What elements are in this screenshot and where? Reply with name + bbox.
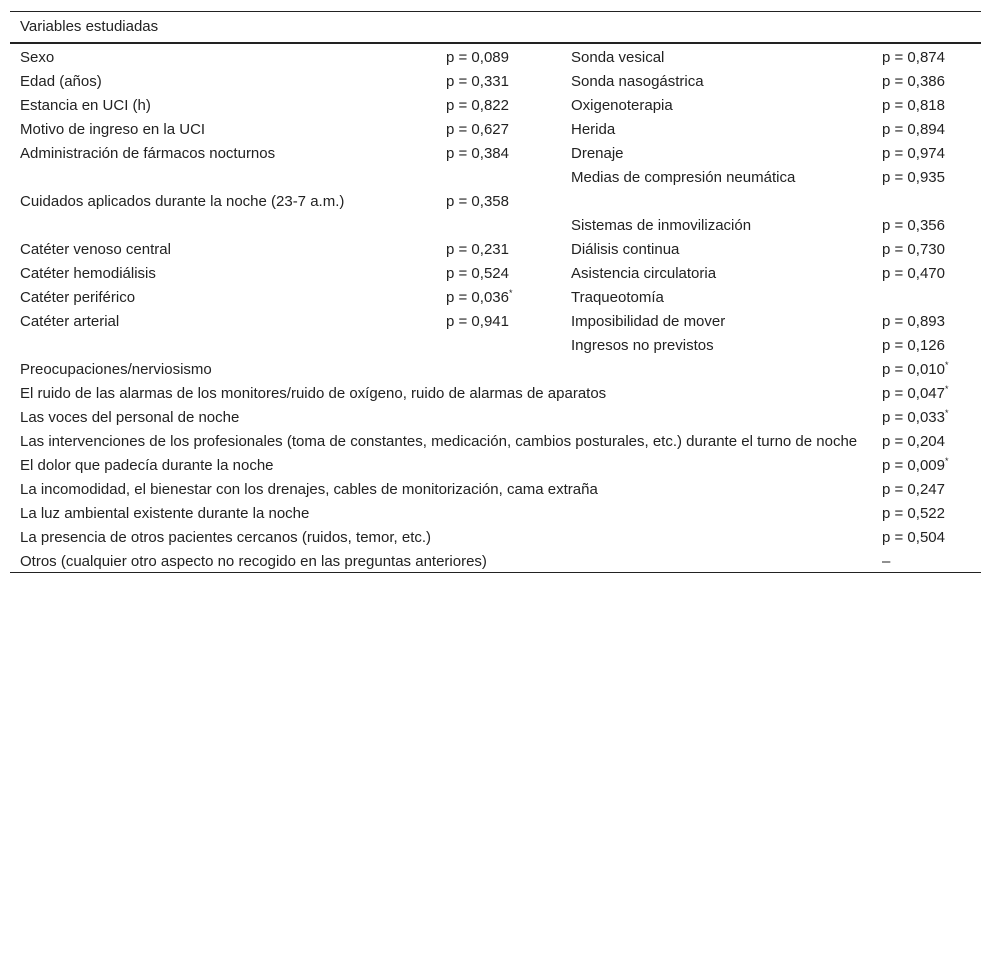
right-p-value (872, 260, 981, 284)
left-p-value-text: p = 0,231 (446, 241, 509, 258)
variable-text: Las voces del personal de noche (20, 409, 240, 426)
right-variable (561, 116, 872, 140)
table-row (10, 476, 981, 500)
right-p-value (872, 308, 981, 332)
right-p-value-text: p = 0,126 (882, 337, 945, 354)
right-p-value-text: p = 0,874 (882, 49, 945, 66)
left-variable (10, 212, 436, 236)
variable-text: La presencia de otros pacientes cercanos (ruidos, temor, etc.) (20, 529, 432, 546)
p-value-text: p = 0,204 (882, 433, 945, 450)
table-row (10, 308, 981, 332)
right-p-value (872, 140, 981, 164)
p-value-text: – (882, 553, 891, 570)
left-variable-text: Catéter arterial (20, 313, 120, 330)
left-p-value (436, 116, 561, 140)
table-row (10, 452, 981, 476)
p-value (872, 476, 981, 500)
p-value-text: p = 0,522 (882, 505, 945, 522)
left-p-value (436, 92, 561, 116)
left-p-value (436, 43, 561, 68)
table-body (10, 43, 981, 573)
left-p-value-text: p = 0,358 (446, 193, 509, 210)
p-value (872, 500, 981, 524)
variable-text: La incomodidad, el bienestar con los drenajes, cables de monitorización, cama extraña (20, 481, 598, 498)
right-variable (561, 212, 872, 236)
p-value-text: p = 0,047 (882, 385, 945, 402)
left-variable (10, 188, 436, 212)
right-variable (561, 92, 872, 116)
variable (10, 380, 872, 404)
right-p-value (872, 164, 981, 188)
left-variable (10, 43, 436, 68)
right-p-value-text: p = 0,935 (882, 169, 945, 186)
table-row (10, 260, 981, 284)
right-variable (561, 284, 872, 308)
variable-text: Las intervenciones de los profesionales (toma de constantes, medicación, cambios posturales, etc.) durante el turno de noche (20, 433, 858, 450)
table-row (10, 548, 981, 573)
right-variable (561, 308, 872, 332)
p-value-text: p = 0,010 (882, 361, 945, 378)
left-variable (10, 260, 436, 284)
right-variable (561, 260, 872, 284)
right-variable-text: Diálisis continua (571, 241, 680, 258)
variable-text: El ruido de las alarmas de los monitores/ruido de oxígeno, ruido de alarmas de aparatos (20, 385, 607, 402)
table-row (10, 500, 981, 524)
right-variable-text: Traqueotomía (571, 289, 664, 306)
table-row (10, 188, 981, 212)
left-variable-text: Edad (años) (20, 73, 102, 90)
left-variable-text: Administración de fármacos nocturnos (20, 145, 276, 162)
left-p-value (436, 140, 561, 164)
right-p-value-text: p = 0,974 (882, 145, 945, 162)
p-value-text: p = 0,009 (882, 457, 945, 474)
significance-marker: * (944, 408, 949, 418)
table-row (10, 380, 981, 404)
right-p-value-text: p = 0,818 (882, 97, 945, 114)
results-table-container (10, 11, 981, 573)
right-p-value (872, 92, 981, 116)
right-variable-text: Sistemas de inmovilización (571, 217, 752, 234)
right-p-value (872, 236, 981, 260)
left-variable (10, 284, 436, 308)
p-value (872, 428, 981, 452)
variable (10, 500, 872, 524)
right-variable (561, 43, 872, 68)
table-row (10, 43, 981, 68)
left-variable-text: Sexo (20, 49, 55, 66)
right-p-value (872, 188, 981, 212)
right-p-value (872, 116, 981, 140)
right-p-value-text: p = 0,893 (882, 313, 945, 330)
right-variable (561, 188, 872, 212)
table-row (10, 116, 981, 140)
table-header: Variables estudiadas (10, 12, 981, 44)
left-p-value (436, 212, 561, 236)
significance-marker: * (944, 360, 949, 370)
left-p-value (436, 164, 561, 188)
left-variable (10, 68, 436, 92)
left-p-value-text: p = 0,941 (446, 313, 509, 330)
left-variable (10, 164, 436, 188)
right-variable (561, 236, 872, 260)
significance-marker: * (944, 384, 949, 394)
left-p-value (436, 332, 561, 356)
right-p-value (872, 43, 981, 68)
table-row (10, 284, 981, 308)
variable-text: El dolor que padecía durante la noche (20, 457, 274, 474)
left-p-value-text: p = 0,384 (446, 145, 509, 162)
variable-text: Preocupaciones/nerviosismo (20, 361, 212, 378)
table-header-row (10, 12, 981, 44)
p-value-text: p = 0,504 (882, 529, 945, 546)
left-variable-text: Catéter venoso central (20, 241, 171, 258)
table-row (10, 92, 981, 116)
significance-marker: * (508, 288, 513, 298)
right-variable (561, 140, 872, 164)
right-p-value (872, 68, 981, 92)
left-variable (10, 116, 436, 140)
table-row (10, 140, 981, 164)
right-p-value (872, 332, 981, 356)
right-p-value-text: p = 0,894 (882, 121, 945, 138)
variable (10, 548, 872, 573)
table-row (10, 332, 981, 356)
right-p-value-text: p = 0,730 (882, 241, 945, 258)
left-variable-text: Cuidados aplicados durante la noche (23-7 a.m.) (20, 193, 345, 210)
right-variable (561, 164, 872, 188)
right-variable-text: Sonda nasogástrica (571, 73, 704, 90)
table-row (10, 428, 981, 452)
right-p-value (872, 212, 981, 236)
left-variable-text: Catéter periférico (20, 289, 136, 306)
p-value-text: p = 0,247 (882, 481, 945, 498)
left-variable (10, 332, 436, 356)
table-row (10, 68, 981, 92)
left-p-value (436, 308, 561, 332)
p-value (872, 452, 981, 476)
table-row (10, 164, 981, 188)
left-p-value-text: p = 0,331 (446, 73, 509, 90)
right-variable-text: Ingresos no previstos (571, 337, 714, 354)
variable (10, 404, 872, 428)
table-row (10, 356, 981, 380)
left-variable (10, 236, 436, 260)
right-variable (561, 332, 872, 356)
right-p-value (872, 284, 981, 308)
left-variable-text: Catéter hemodiálisis (20, 265, 156, 282)
left-p-value-text: p = 0,627 (446, 121, 509, 138)
left-p-value (436, 284, 561, 308)
right-p-value-text: p = 0,470 (882, 265, 945, 282)
right-variable-text: Drenaje (571, 145, 624, 162)
left-variable-text: Estancia en UCI (h) (20, 97, 151, 114)
right-variable-text: Asistencia circulatoria (571, 265, 717, 282)
p-value (872, 524, 981, 548)
right-variable (561, 68, 872, 92)
right-variable-text: Imposibilidad de mover (571, 313, 726, 330)
p-value (872, 356, 981, 380)
right-variable-text: Oxigenoterapia (571, 97, 673, 114)
table-row (10, 524, 981, 548)
right-variable-text: Herida (571, 121, 616, 138)
right-p-value-text: p = 0,386 (882, 73, 945, 90)
left-variable (10, 140, 436, 164)
right-variable-text: Medias de compresión neumática (571, 169, 796, 186)
left-variable (10, 308, 436, 332)
variable (10, 524, 872, 548)
results-table (10, 11, 981, 573)
variable (10, 452, 872, 476)
right-p-value-text: p = 0,356 (882, 217, 945, 234)
table-row (10, 236, 981, 260)
left-variable-text: Motivo de ingreso en la UCI (20, 121, 206, 138)
p-value (872, 548, 981, 573)
variable (10, 356, 872, 380)
left-p-value (436, 260, 561, 284)
variable-text: Otros (cualquier otro aspecto no recogido en las preguntas anteriores) (20, 553, 487, 570)
left-p-value-text: p = 0,822 (446, 97, 509, 114)
left-p-value (436, 68, 561, 92)
variable (10, 428, 872, 452)
p-value-text: p = 0,033 (882, 409, 945, 426)
left-variable (10, 92, 436, 116)
left-p-value (436, 188, 561, 212)
left-p-value-text: p = 0,036 (446, 289, 509, 306)
variable-text: La luz ambiental existente durante la noche (20, 505, 310, 522)
left-p-value (436, 236, 561, 260)
significance-marker: * (944, 456, 949, 466)
table-row (10, 404, 981, 428)
p-value (872, 380, 981, 404)
left-p-value-text: p = 0,089 (446, 49, 509, 66)
table-row (10, 212, 981, 236)
variable (10, 476, 872, 500)
right-variable-text: Sonda vesical (571, 49, 665, 66)
p-value (872, 404, 981, 428)
left-p-value-text: p = 0,524 (446, 265, 509, 282)
